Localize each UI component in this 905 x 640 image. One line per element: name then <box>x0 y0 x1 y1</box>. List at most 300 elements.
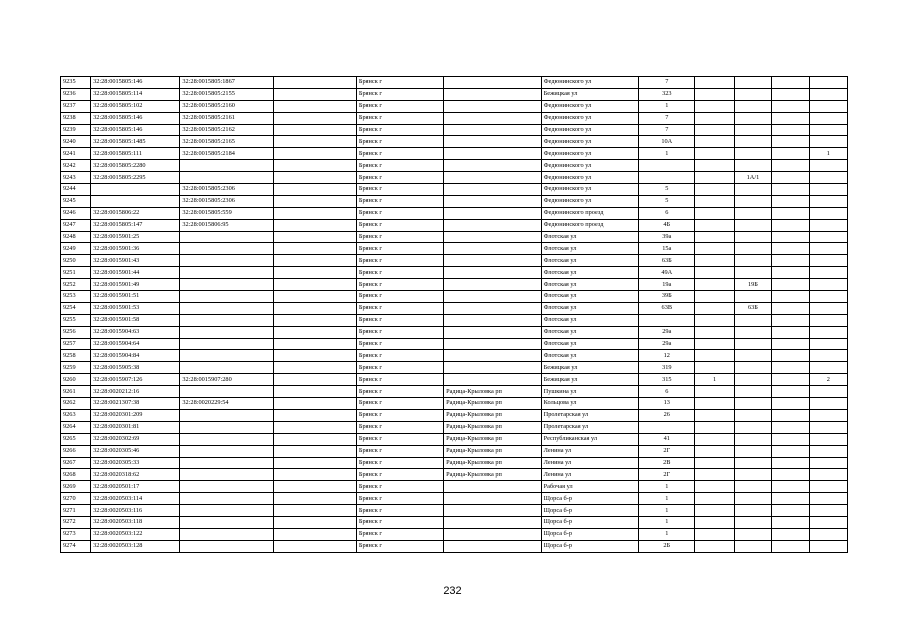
cell-settlement <box>444 160 542 172</box>
cell-letter <box>772 302 809 314</box>
cell-building-cadastral-number <box>180 421 273 433</box>
cell-apartment <box>809 362 847 374</box>
cell-structure <box>734 243 771 255</box>
cell-building-cadastral-number <box>180 433 273 445</box>
cell-house-number: 1 <box>639 148 695 160</box>
cell-building-cadastral-number: 32:28:0015806:95 <box>180 219 273 231</box>
cell-building <box>695 409 734 421</box>
cell-district <box>273 219 356 231</box>
cell-cadastral-number: 32:28:0015901:36 <box>91 243 180 255</box>
cell-apartment <box>809 243 847 255</box>
cell-city: Брянск г <box>356 505 443 517</box>
cell-building <box>695 100 734 112</box>
cell-structure <box>734 124 771 136</box>
cell-row-number: 9250 <box>61 255 91 267</box>
cell-house-number <box>639 421 695 433</box>
cell-apartment <box>809 445 847 457</box>
cell-apartment <box>809 231 847 243</box>
cell-structure <box>734 398 771 410</box>
cell-house-number: 2Б <box>639 540 695 552</box>
cell-settlement <box>444 540 542 552</box>
cell-apartment <box>809 279 847 291</box>
cell-apartment <box>809 528 847 540</box>
cell-row-number: 9239 <box>61 124 91 136</box>
cell-settlement <box>444 493 542 505</box>
cell-cadastral-number: 32:28:0020305:33 <box>91 457 180 469</box>
cell-district <box>273 195 356 207</box>
cell-settlement <box>444 100 542 112</box>
cell-row-number: 9247 <box>61 219 91 231</box>
cell-street: Федюнинского проезд <box>541 207 639 219</box>
cell-house-number: 63Б <box>639 255 695 267</box>
cell-row-number: 9274 <box>61 540 91 552</box>
cell-street: Кольцова ул <box>541 398 639 410</box>
cell-cadastral-number: 32:28:0020501:17 <box>91 481 180 493</box>
cell-letter <box>772 231 809 243</box>
cell-city: Брянск г <box>356 184 443 196</box>
cell-settlement: Радица-Крыловка рп <box>444 445 542 457</box>
cell-cadastral-number: 32:28:0015901:44 <box>91 267 180 279</box>
cell-structure <box>734 77 771 89</box>
cell-row-number: 9251 <box>61 267 91 279</box>
cell-street: Щорса б-р <box>541 540 639 552</box>
cell-building-cadastral-number: 32:28:0015805:2165 <box>180 136 273 148</box>
table-row <box>61 184 848 196</box>
cell-settlement <box>444 516 542 528</box>
cell-building-cadastral-number <box>180 481 273 493</box>
cell-cadastral-number: 32:28:0020503:116 <box>91 505 180 517</box>
cell-street: Бежицкая ул <box>541 88 639 100</box>
cell-structure <box>734 505 771 517</box>
table-row <box>61 540 848 552</box>
cell-letter <box>772 386 809 398</box>
cell-letter <box>772 326 809 338</box>
cell-settlement <box>444 195 542 207</box>
cell-house-number: 2Г <box>639 445 695 457</box>
cell-street: Щорса б-р <box>541 493 639 505</box>
cell-structure <box>734 207 771 219</box>
cell-building <box>695 207 734 219</box>
table-row <box>61 172 848 184</box>
cell-district <box>273 184 356 196</box>
cell-row-number: 9258 <box>61 350 91 362</box>
cell-street: Рабочая ул <box>541 481 639 493</box>
cell-row-number: 9252 <box>61 279 91 291</box>
cell-cadastral-number: 32:28:0015805:2295 <box>91 172 180 184</box>
cell-district <box>273 124 356 136</box>
cell-district <box>273 362 356 374</box>
cell-building-cadastral-number <box>180 326 273 338</box>
cell-district <box>273 528 356 540</box>
cell-settlement <box>444 112 542 124</box>
cell-district <box>273 433 356 445</box>
table-row <box>61 207 848 219</box>
cell-building <box>695 433 734 445</box>
cell-street: Флотская ул <box>541 326 639 338</box>
cell-building <box>695 136 734 148</box>
cell-house-number: 10А <box>639 136 695 148</box>
cell-cadastral-number: 32:28:0015905:38 <box>91 362 180 374</box>
cell-structure <box>734 112 771 124</box>
cell-letter <box>772 314 809 326</box>
cell-building-cadastral-number <box>180 445 273 457</box>
cell-row-number: 9259 <box>61 362 91 374</box>
cell-building <box>695 445 734 457</box>
cell-city: Брянск г <box>356 136 443 148</box>
cell-city: Брянск г <box>356 219 443 231</box>
cell-cadastral-number: 32:28:0015806:22 <box>91 207 180 219</box>
cell-street: Щорса б-р <box>541 528 639 540</box>
cell-letter <box>772 184 809 196</box>
cell-apartment <box>809 350 847 362</box>
cell-city: Брянск г <box>356 338 443 350</box>
cell-building-cadastral-number <box>180 386 273 398</box>
cell-cadastral-number: 32:28:0015805:146 <box>91 77 180 89</box>
cell-street: Флотская ул <box>541 350 639 362</box>
cell-structure <box>734 481 771 493</box>
cell-cadastral-number: 32:28:0020301:81 <box>91 421 180 433</box>
cell-apartment <box>809 338 847 350</box>
cell-building-cadastral-number: 32:28:0015805:2160 <box>180 100 273 112</box>
cell-settlement: Радица-Крыловка рп <box>444 409 542 421</box>
cell-house-number: 7 <box>639 112 695 124</box>
cell-letter <box>772 255 809 267</box>
cell-district <box>273 314 356 326</box>
cell-apartment <box>809 469 847 481</box>
cell-settlement <box>444 350 542 362</box>
cell-building <box>695 124 734 136</box>
cell-house-number: 13 <box>639 398 695 410</box>
cell-row-number: 9255 <box>61 314 91 326</box>
cell-district <box>273 77 356 89</box>
table-row <box>61 112 848 124</box>
cell-cadastral-number: 32:28:0015805:102 <box>91 100 180 112</box>
cell-building-cadastral-number <box>180 279 273 291</box>
table-row <box>61 362 848 374</box>
cell-apartment <box>809 184 847 196</box>
cell-letter <box>772 516 809 528</box>
cell-street: Флотская ул <box>541 338 639 350</box>
cell-building <box>695 231 734 243</box>
cell-city: Брянск г <box>356 457 443 469</box>
cell-settlement <box>444 231 542 243</box>
cell-cadastral-number: 32:28:0015901:25 <box>91 231 180 243</box>
cell-cadastral-number: 32:28:0020305:46 <box>91 445 180 457</box>
cell-letter <box>772 398 809 410</box>
cell-letter <box>772 469 809 481</box>
cell-settlement <box>444 172 542 184</box>
cell-district <box>273 100 356 112</box>
cell-street: Флотская ул <box>541 267 639 279</box>
cell-apartment <box>809 219 847 231</box>
cell-building <box>695 172 734 184</box>
cell-building-cadastral-number <box>180 528 273 540</box>
cell-district <box>273 445 356 457</box>
cell-cadastral-number: 32:28:0015901:49 <box>91 279 180 291</box>
cell-row-number: 9261 <box>61 386 91 398</box>
cell-district <box>273 88 356 100</box>
cell-row-number: 9269 <box>61 481 91 493</box>
cell-city: Брянск г <box>356 195 443 207</box>
cell-letter <box>772 481 809 493</box>
table-row <box>61 398 848 410</box>
cell-street: Федюнинского ул <box>541 136 639 148</box>
cell-street: Флотская ул <box>541 302 639 314</box>
cell-apartment <box>809 493 847 505</box>
cell-settlement <box>444 326 542 338</box>
cell-city: Брянск г <box>356 207 443 219</box>
cell-building <box>695 350 734 362</box>
cell-cadastral-number: 32:28:0015907:126 <box>91 374 180 386</box>
cell-district <box>273 136 356 148</box>
cell-street: Флотская ул <box>541 291 639 303</box>
cell-house-number: 7 <box>639 124 695 136</box>
cell-row-number: 9235 <box>61 77 91 89</box>
table-row <box>61 100 848 112</box>
cell-street: Ленина ул <box>541 457 639 469</box>
cell-row-number: 9256 <box>61 326 91 338</box>
cell-letter <box>772 505 809 517</box>
cell-building-cadastral-number <box>180 291 273 303</box>
cell-row-number: 9245 <box>61 195 91 207</box>
cell-building <box>695 386 734 398</box>
cell-cadastral-number: 32:28:0020503:114 <box>91 493 180 505</box>
cell-row-number: 9257 <box>61 338 91 350</box>
cell-building <box>695 493 734 505</box>
cell-apartment <box>809 124 847 136</box>
cell-district <box>273 231 356 243</box>
cell-row-number: 9240 <box>61 136 91 148</box>
cell-apartment <box>809 398 847 410</box>
cell-house-number: 319 <box>639 362 695 374</box>
table-row <box>61 243 848 255</box>
cell-settlement <box>444 505 542 517</box>
cell-city: Брянск г <box>356 374 443 386</box>
cell-row-number: 9262 <box>61 398 91 410</box>
cell-district <box>273 172 356 184</box>
cell-district <box>273 267 356 279</box>
cell-structure <box>734 409 771 421</box>
cell-cadastral-number: 32:28:0015901:43 <box>91 255 180 267</box>
cell-building <box>695 421 734 433</box>
cell-cadastral-number: 32:28:0015805:114 <box>91 88 180 100</box>
cell-apartment <box>809 409 847 421</box>
cell-street: Федюнинского ул <box>541 77 639 89</box>
cell-house-number: 19а <box>639 279 695 291</box>
table-body <box>61 77 848 553</box>
cell-settlement <box>444 148 542 160</box>
cell-building-cadastral-number: 32:28:0015805:1867 <box>180 77 273 89</box>
cell-structure <box>734 457 771 469</box>
cell-row-number: 9265 <box>61 433 91 445</box>
cell-settlement <box>444 255 542 267</box>
cell-building <box>695 338 734 350</box>
cell-structure <box>734 540 771 552</box>
cell-cadastral-number: 32:28:0021307:38 <box>91 398 180 410</box>
table-row <box>61 148 848 160</box>
cell-building-cadastral-number <box>180 314 273 326</box>
cell-row-number: 9273 <box>61 528 91 540</box>
cell-district <box>273 350 356 362</box>
cell-apartment <box>809 516 847 528</box>
cell-building-cadastral-number <box>180 255 273 267</box>
cell-apartment <box>809 314 847 326</box>
cell-structure <box>734 148 771 160</box>
cell-structure <box>734 160 771 172</box>
register-table <box>60 76 848 553</box>
cell-letter <box>772 540 809 552</box>
cell-street: Республиканская ул <box>541 433 639 445</box>
cell-row-number: 9244 <box>61 184 91 196</box>
cell-row-number: 9263 <box>61 409 91 421</box>
cell-structure <box>734 350 771 362</box>
table-row <box>61 386 848 398</box>
cell-street: Федюнинского ул <box>541 124 639 136</box>
cell-city: Брянск г <box>356 77 443 89</box>
cell-settlement <box>444 243 542 255</box>
cell-row-number: 9272 <box>61 516 91 528</box>
cell-street: Пролетарская ул <box>541 421 639 433</box>
cell-district <box>273 540 356 552</box>
cell-structure <box>734 88 771 100</box>
table-row <box>61 77 848 89</box>
cell-building <box>695 516 734 528</box>
cell-building-cadastral-number <box>180 469 273 481</box>
cell-building <box>695 326 734 338</box>
cell-structure <box>734 219 771 231</box>
cell-apartment <box>809 302 847 314</box>
cell-letter <box>772 421 809 433</box>
table-row <box>61 291 848 303</box>
cell-structure: 63Б <box>734 302 771 314</box>
cell-city: Брянск г <box>356 148 443 160</box>
cell-settlement <box>444 77 542 89</box>
cell-city: Брянск г <box>356 172 443 184</box>
cell-district <box>273 160 356 172</box>
cell-apartment <box>809 160 847 172</box>
cell-structure <box>734 386 771 398</box>
table-row <box>61 338 848 350</box>
cell-house-number: 41 <box>639 433 695 445</box>
cell-street: Федюнинского ул <box>541 195 639 207</box>
cell-district <box>273 493 356 505</box>
cell-house-number: 4Б <box>639 219 695 231</box>
cell-building-cadastral-number: 32:28:0015805:2306 <box>180 184 273 196</box>
cell-street: Щорса б-р <box>541 516 639 528</box>
cell-house-number: 1 <box>639 505 695 517</box>
cell-letter <box>772 279 809 291</box>
cell-letter <box>772 148 809 160</box>
cell-apartment <box>809 195 847 207</box>
cell-district <box>273 291 356 303</box>
cell-building-cadastral-number <box>180 409 273 421</box>
cell-apartment <box>809 481 847 493</box>
cell-building-cadastral-number <box>180 350 273 362</box>
cell-street: Пролетарская ул <box>541 409 639 421</box>
cell-row-number: 9271 <box>61 505 91 517</box>
cell-letter <box>772 445 809 457</box>
cell-structure <box>734 421 771 433</box>
cell-letter <box>772 267 809 279</box>
cell-cadastral-number: 32:28:0015904:63 <box>91 326 180 338</box>
cell-cadastral-number <box>91 184 180 196</box>
cell-district <box>273 409 356 421</box>
cell-district <box>273 302 356 314</box>
table-row <box>61 528 848 540</box>
cell-structure <box>734 267 771 279</box>
cell-building <box>695 481 734 493</box>
cell-letter <box>772 124 809 136</box>
table-row <box>61 493 848 505</box>
cell-cadastral-number: 32:28:0020318:62 <box>91 469 180 481</box>
cell-building-cadastral-number: 32:28:0015805:2155 <box>180 88 273 100</box>
cell-structure <box>734 231 771 243</box>
cell-city: Брянск г <box>356 421 443 433</box>
cell-cadastral-number: 32:28:0020503:128 <box>91 540 180 552</box>
cell-city: Брянск г <box>356 493 443 505</box>
cell-city: Брянск г <box>356 398 443 410</box>
cell-letter <box>772 172 809 184</box>
cell-settlement <box>444 374 542 386</box>
cell-apartment <box>809 267 847 279</box>
cell-structure <box>734 469 771 481</box>
table-row <box>61 136 848 148</box>
cell-row-number: 9268 <box>61 469 91 481</box>
cell-apartment <box>809 540 847 552</box>
cell-building-cadastral-number <box>180 457 273 469</box>
cell-apartment <box>809 326 847 338</box>
cell-building <box>695 77 734 89</box>
cell-apartment <box>809 421 847 433</box>
cell-house-number: 1 <box>639 100 695 112</box>
cell-house-number <box>639 172 695 184</box>
cell-district <box>273 457 356 469</box>
cell-cadastral-number: 32:28:0015805:1485 <box>91 136 180 148</box>
cell-building <box>695 267 734 279</box>
cell-city: Брянск г <box>356 112 443 124</box>
cell-building-cadastral-number <box>180 160 273 172</box>
cell-structure <box>734 326 771 338</box>
cell-city: Брянск г <box>356 100 443 112</box>
cell-settlement <box>444 219 542 231</box>
cell-letter <box>772 291 809 303</box>
cell-cadastral-number <box>91 195 180 207</box>
cell-street: Пушкина ул <box>541 386 639 398</box>
cell-letter <box>772 528 809 540</box>
cell-street: Федюнинского ул <box>541 100 639 112</box>
cell-building <box>695 148 734 160</box>
cell-cadastral-number: 32:28:0015805:111 <box>91 148 180 160</box>
cell-house-number: 12 <box>639 350 695 362</box>
cell-house-number: 63В <box>639 302 695 314</box>
cell-cadastral-number: 32:28:0015805:2280 <box>91 160 180 172</box>
table-row <box>61 124 848 136</box>
cell-letter <box>772 136 809 148</box>
cell-house-number: 7 <box>639 77 695 89</box>
cell-house-number: 2Г <box>639 469 695 481</box>
cell-settlement <box>444 481 542 493</box>
cell-apartment <box>809 88 847 100</box>
cell-letter <box>772 88 809 100</box>
cell-district <box>273 112 356 124</box>
cell-settlement <box>444 291 542 303</box>
cell-letter <box>772 457 809 469</box>
cell-structure <box>734 338 771 350</box>
cell-city: Брянск г <box>356 326 443 338</box>
cell-row-number: 9236 <box>61 88 91 100</box>
cell-house-number: 2В <box>639 457 695 469</box>
cell-apartment <box>809 100 847 112</box>
